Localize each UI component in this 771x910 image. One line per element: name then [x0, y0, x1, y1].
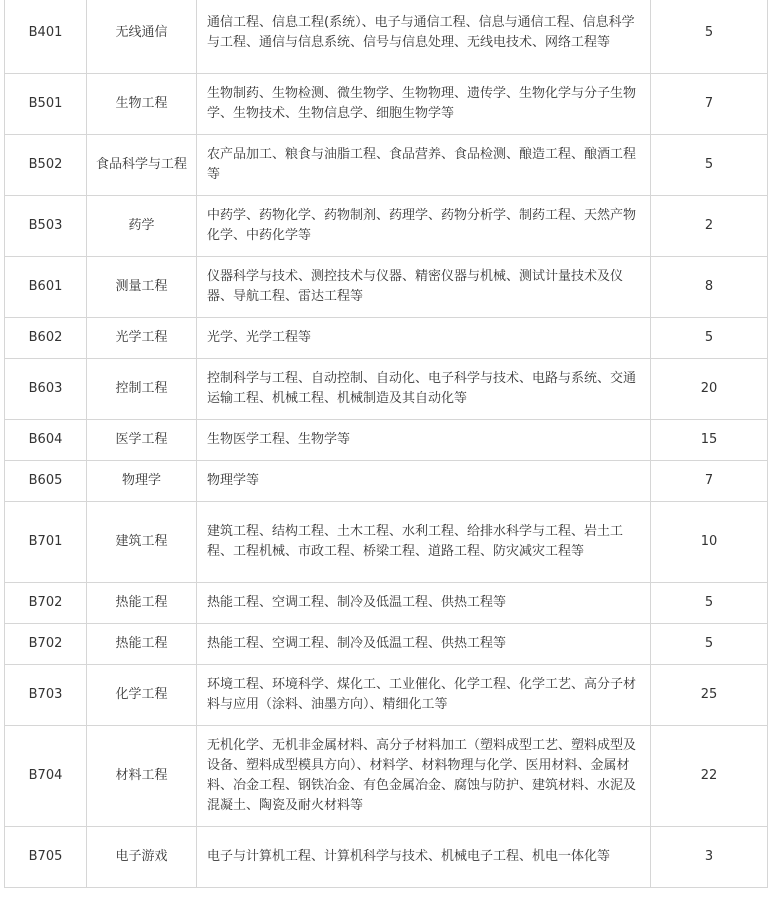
- count-cell: 5: [651, 583, 768, 624]
- majors-cell: 控制科学与工程、自动控制、自动化、电子科学与技术、电路与系统、交通运输工程、机械工程、机械制造及其自动化等: [197, 359, 651, 420]
- count-cell: 7: [651, 461, 768, 502]
- name-cell: 热能工程: [87, 624, 197, 665]
- code-cell: B502: [5, 135, 87, 196]
- table-row: [5, 359, 768, 420]
- table-row: [5, 196, 768, 257]
- majors-cell: 光学、光学工程等: [197, 318, 651, 359]
- name-cell: 控制工程: [87, 359, 197, 420]
- code-cell: B605: [5, 461, 87, 502]
- table-row: [5, 726, 768, 827]
- code-cell: B503: [5, 196, 87, 257]
- code-cell: B501: [5, 74, 87, 135]
- table-row: [5, 257, 768, 318]
- count-cell: 5: [651, 135, 768, 196]
- count-cell: 5: [651, 318, 768, 359]
- majors-cell: 生物医学工程、生物学等: [197, 420, 651, 461]
- name-cell: 材料工程: [87, 726, 197, 827]
- table-row: [5, 0, 768, 74]
- table-row: [5, 318, 768, 359]
- count-cell: 25: [651, 665, 768, 726]
- name-cell: 无线通信: [87, 0, 197, 74]
- code-cell: B602: [5, 318, 87, 359]
- table-row: [5, 135, 768, 196]
- code-cell: B701: [5, 502, 87, 583]
- name-cell: 医学工程: [87, 420, 197, 461]
- table-row: [5, 461, 768, 502]
- name-cell: 物理学: [87, 461, 197, 502]
- name-cell: 食品科学与工程: [87, 135, 197, 196]
- code-cell: B705: [5, 827, 87, 888]
- majors-cell: 通信工程、信息工程(系统）、电子与通信工程、信息与通信工程、信息科学与工程、通信与信息系统、信号与信息处理、无线电技术、网络工程等: [197, 0, 651, 74]
- code-cell: B603: [5, 359, 87, 420]
- name-cell: 药学: [87, 196, 197, 257]
- table-row: [5, 827, 768, 888]
- code-cell: B401: [5, 0, 87, 74]
- count-cell: 8: [651, 257, 768, 318]
- count-cell: 5: [651, 0, 768, 74]
- name-cell: 电子游戏: [87, 827, 197, 888]
- count-cell: 22: [651, 726, 768, 827]
- code-cell: B702: [5, 624, 87, 665]
- majors-cell: 建筑工程、结构工程、土木工程、水利工程、给排水科学与工程、岩土工程、工程机械、市政工程、桥梁工程、道路工程、防灾减灾工程等: [197, 502, 651, 583]
- count-cell: 15: [651, 420, 768, 461]
- table-row: [5, 502, 768, 583]
- table-row: [5, 583, 768, 624]
- count-cell: 5: [651, 624, 768, 665]
- majors-cell: 环境工程、环境科学、煤化工、工业催化、化学工程、化学工艺、高分子材料与应用（涂料、油墨方向）、精细化工等: [197, 665, 651, 726]
- majors-cell: 热能工程、空调工程、制冷及低温工程、供热工程等: [197, 624, 651, 665]
- name-cell: 测量工程: [87, 257, 197, 318]
- code-cell: B704: [5, 726, 87, 827]
- name-cell: 化学工程: [87, 665, 197, 726]
- table-row: [5, 665, 768, 726]
- name-cell: 生物工程: [87, 74, 197, 135]
- code-cell: B703: [5, 665, 87, 726]
- count-cell: 2: [651, 196, 768, 257]
- majors-cell: 仪器科学与技术、测控技术与仪器、精密仪器与机械、测试计量技术及仪器、导航工程、雷达工程等: [197, 257, 651, 318]
- count-cell: 20: [651, 359, 768, 420]
- majors-cell: 热能工程、空调工程、制冷及低温工程、供热工程等: [197, 583, 651, 624]
- majors-cell: 农产品加工、粮食与油脂工程、食品营养、食品检测、酿造工程、酿酒工程等: [197, 135, 651, 196]
- code-cell: B604: [5, 420, 87, 461]
- count-cell: 7: [651, 74, 768, 135]
- count-cell: 10: [651, 502, 768, 583]
- name-cell: 建筑工程: [87, 502, 197, 583]
- majors-cell: 物理学等: [197, 461, 651, 502]
- majors-cell: 生物制药、生物检测、微生物学、生物物理、遗传学、生物化学与分子生物学、生物技术、生物信息学、细胞生物学等: [197, 74, 651, 135]
- majors-cell: 电子与计算机工程、计算机科学与技术、机械电子工程、机电一体化等: [197, 827, 651, 888]
- table-body: [5, 0, 768, 888]
- table-row: [5, 624, 768, 665]
- majors-cell: 无机化学、无机非金属材料、高分子材料加工（塑料成型工艺、塑料成型及设备、塑料成型模具方向）、材料学、材料物理与化学、医用材料、金属材料、冶金工程、钢铁冶金、有色金属冶金、腐蚀与防护、建筑材料、水泥及混凝土、陶瓷及耐火材料等: [197, 726, 651, 827]
- count-cell: 3: [651, 827, 768, 888]
- table-row: [5, 420, 768, 461]
- majors-cell: 中药学、药物化学、药物制剂、药理学、药物分析学、制药工程、天然产物化学、中药化学等: [197, 196, 651, 257]
- name-cell: 光学工程: [87, 318, 197, 359]
- majors-table: [4, 0, 768, 888]
- table-row: [5, 74, 768, 135]
- code-cell: B702: [5, 583, 87, 624]
- code-cell: B601: [5, 257, 87, 318]
- name-cell: 热能工程: [87, 583, 197, 624]
